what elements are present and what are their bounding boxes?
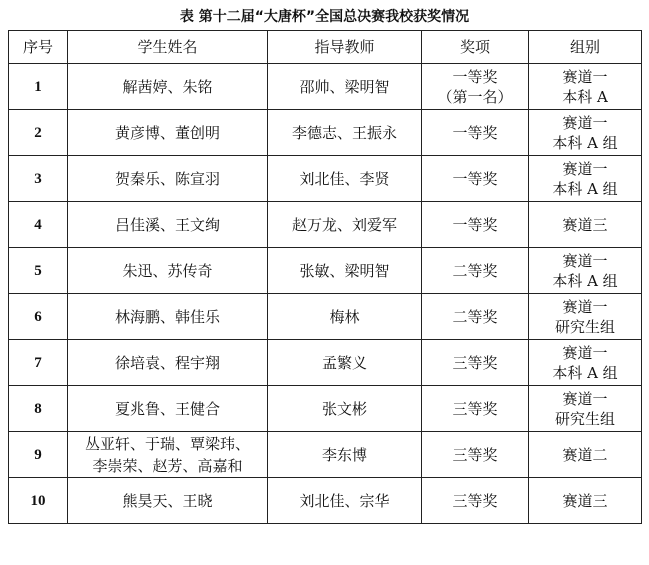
student-names: 解茜婷、朱铭 (122, 77, 213, 96)
row-award (422, 110, 529, 156)
award-level: 三等奖 (452, 399, 498, 418)
row-group (529, 340, 642, 386)
row-award (422, 386, 529, 432)
row-index: 4 (9, 202, 68, 248)
award-level: 三等奖 (452, 353, 498, 372)
row-teachers: 邵帅、梁明智 (268, 64, 422, 110)
group-track: 赛道二 (562, 445, 608, 464)
row-students (68, 110, 268, 156)
row-award (422, 248, 529, 294)
row-award (422, 64, 529, 110)
group-track: 赛道一 (562, 343, 608, 362)
award-level: 一等奖 (452, 169, 498, 188)
student-names: 徐培袁、程宇翔 (114, 353, 220, 372)
group-category: 研究生组 (554, 317, 615, 336)
table-row (9, 202, 642, 248)
row-students (68, 294, 268, 340)
row-teachers: 梅林 (268, 294, 422, 340)
award-level: 三等奖 (452, 445, 498, 464)
row-teachers: 孟繁义 (268, 340, 422, 386)
row-group (529, 294, 642, 340)
student-names: 朱迅、苏传奇 (122, 261, 213, 280)
table-row (9, 340, 642, 386)
row-students (68, 432, 268, 478)
group-category: 研究生组 (554, 409, 615, 428)
award-level: 一等奖 (452, 67, 498, 86)
row-students (68, 478, 268, 524)
award-rank: （第一名） (437, 87, 513, 106)
row-award (422, 432, 529, 478)
student-names: 李崇荣、赵芳、高嘉和 (92, 456, 243, 475)
row-award (422, 478, 529, 524)
row-teachers: 李德志、王振永 (268, 110, 422, 156)
table-title: 表 第十二届“大唐杯”全国总决赛我校获奖情况 (179, 9, 470, 25)
row-group (529, 386, 642, 432)
header-group: 组别 (529, 31, 642, 64)
row-group (529, 64, 642, 110)
row-award (422, 294, 529, 340)
group-category: 本科 A 组 (552, 133, 618, 152)
header-index: 序号 (9, 31, 68, 64)
header-row (9, 31, 642, 64)
student-names: 吕佳溪、王文绚 (114, 215, 220, 234)
student-names: 贺秦乐、陈宣羽 (114, 169, 220, 188)
group-category: 本科 A 组 (552, 363, 618, 382)
row-index: 3 (9, 156, 68, 202)
row-students (68, 156, 268, 202)
student-names: 夏兆鲁、王健合 (114, 399, 220, 418)
table-row (9, 156, 642, 202)
row-teachers: 张敏、梁明智 (268, 248, 422, 294)
student-names: 丛亚轩、于瑞、覃梁玮、 (84, 434, 250, 453)
group-track: 赛道一 (562, 159, 608, 178)
row-teachers: 张文彬 (268, 386, 422, 432)
group-track: 赛道一 (562, 113, 608, 132)
row-award (422, 156, 529, 202)
awards-table (8, 30, 642, 524)
row-students (68, 386, 268, 432)
row-index: 1 (9, 64, 68, 110)
group-track: 赛道三 (562, 215, 608, 234)
row-teachers: 赵万龙、刘爱军 (268, 202, 422, 248)
row-index: 8 (9, 386, 68, 432)
row-teachers: 刘北佳、宗华 (268, 478, 422, 524)
row-index: 9 (9, 432, 68, 478)
award-level: 一等奖 (452, 215, 498, 234)
row-award (422, 202, 529, 248)
row-index: 2 (9, 110, 68, 156)
student-names: 黄彦博、董创明 (114, 123, 220, 142)
group-track: 赛道一 (562, 67, 608, 86)
table-row (9, 248, 642, 294)
table-row (9, 64, 642, 110)
award-level: 二等奖 (452, 261, 498, 280)
row-students (68, 64, 268, 110)
row-group (529, 202, 642, 248)
row-index: 10 (9, 478, 68, 524)
header-teachers: 指导教师 (268, 31, 422, 64)
row-group (529, 156, 642, 202)
row-students (68, 340, 268, 386)
group-track: 赛道三 (562, 491, 608, 510)
table-row (9, 432, 642, 478)
group-category: 本科 A 组 (552, 271, 618, 290)
table-row (9, 110, 642, 156)
table-row (9, 386, 642, 432)
group-track: 赛道一 (562, 297, 608, 316)
award-level: 二等奖 (452, 307, 498, 326)
row-group (529, 478, 642, 524)
row-group (529, 248, 642, 294)
group-track: 赛道一 (562, 251, 608, 270)
row-group (529, 110, 642, 156)
row-students (68, 248, 268, 294)
award-level: 一等奖 (452, 123, 498, 142)
header-students: 学生姓名 (68, 31, 268, 64)
row-students (68, 202, 268, 248)
student-names: 熊昊天、王晓 (122, 491, 213, 510)
row-teachers: 刘北佳、李贤 (268, 156, 422, 202)
row-group (529, 432, 642, 478)
group-track: 赛道一 (562, 389, 608, 408)
row-award (422, 340, 529, 386)
header-award: 奖项 (422, 31, 529, 64)
group-category: 本科 A (562, 87, 608, 106)
table-row (9, 294, 642, 340)
award-level: 三等奖 (452, 491, 498, 510)
group-category: 本科 A 组 (552, 179, 618, 198)
row-index: 5 (9, 248, 68, 294)
student-names: 林海鹏、韩佳乐 (114, 307, 220, 326)
row-index: 6 (9, 294, 68, 340)
row-index: 7 (9, 340, 68, 386)
row-teachers: 李东博 (268, 432, 422, 478)
table-row (9, 478, 642, 524)
